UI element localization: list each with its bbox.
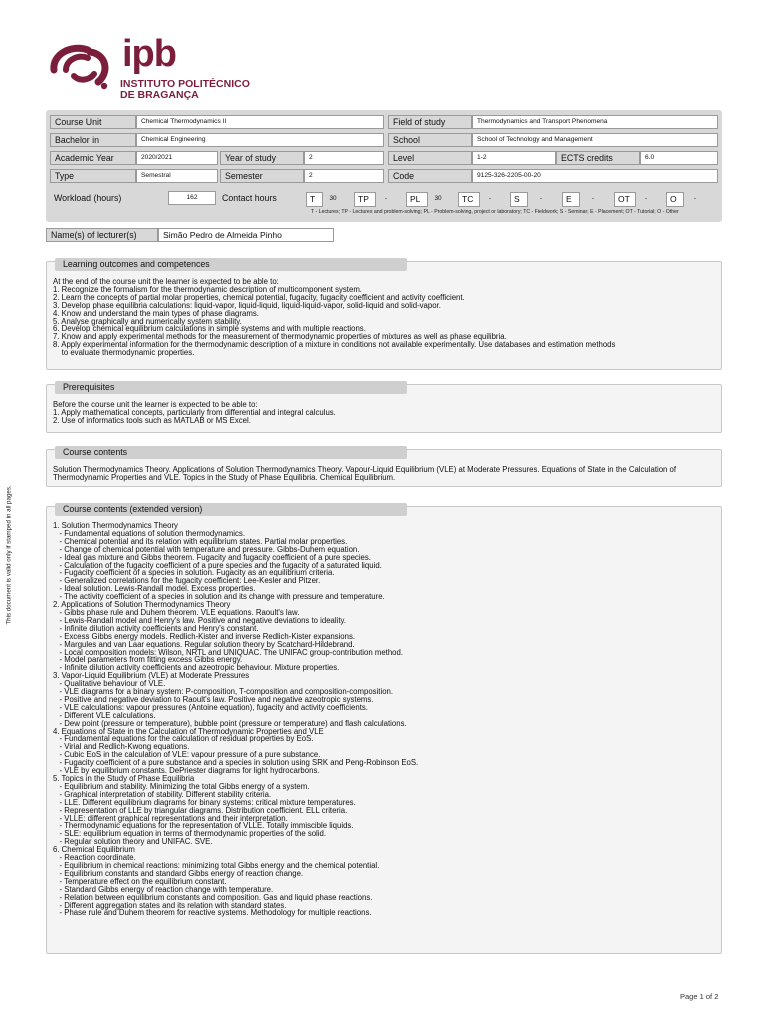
contact-key-e: E xyxy=(562,192,580,207)
contact-value-pl: 30 xyxy=(434,195,442,202)
year-of-study-value: 2 xyxy=(304,151,384,165)
contact-value-t: 30 xyxy=(329,195,337,202)
extended-line: - Margules and van Laar equations. Regular solution theory by Scatchard-Hildebrand. xyxy=(53,639,355,649)
contact-value-s: - xyxy=(539,195,543,202)
level-label: Level xyxy=(388,151,472,165)
course-info-panel xyxy=(46,110,722,222)
extended-line: - Temperature effect on the equilibrium constant. xyxy=(53,876,227,886)
extended-line: - Model parameters from fitting excess Gibbs energy. xyxy=(53,655,243,665)
field-of-study-label: Field of study xyxy=(388,115,472,129)
contact-value-o: - xyxy=(693,195,697,202)
learning-line: 4. Know and understand the main types of phase diagrams. xyxy=(53,308,259,318)
extended-line: - Different aggregation states and its relation with standard states. xyxy=(53,900,287,910)
learning-line: At the end of the course unit the learner is expected to be able to: xyxy=(53,277,279,286)
semester-value: 2 xyxy=(304,169,384,183)
contact-key-tc: TC xyxy=(458,192,480,207)
learning-line: 5. Analyse graphically and numerically system stability. xyxy=(53,316,242,326)
prerequisite-line: 2. Use of informatics tools such as MATLAB or MS Excel. xyxy=(53,415,251,425)
bachelor-label: Bachelor in xyxy=(50,133,136,147)
extended-line: 6. Chemical Equilibrium xyxy=(53,845,135,855)
type-label: Type xyxy=(50,169,136,183)
lecturer-label: Name(s) of lecturer(s) xyxy=(46,228,158,242)
extended-line: - Generalized correlations for the fugacity coefficient: Lee-Kesler and Pitzer. xyxy=(53,576,321,586)
extended-line: - Regular solution theory and UNIFAC. SVE. xyxy=(53,837,213,847)
contact-key-pl: PL xyxy=(406,192,428,207)
extended-line: - Virial and Redlich-Kwong equations. xyxy=(53,742,190,752)
course-contents-extended-body xyxy=(53,522,715,917)
extended-line: 4. Equations of State in the Calculation of Thermodynamic Properties and VLE xyxy=(53,726,324,736)
learning-line: 8. Apply experimental information for the thermodynamic description of a mixture in conditions not available experimentally. Use databases and estimation methods xyxy=(53,340,616,350)
learning-line: 7. Know and apply experimental methods for the measurement of thermodynamic properties of mixtures as well as phase equilibria. xyxy=(53,332,507,342)
learning-line: 1. Recognize the formalism for the thermodynamic description of multicomponent system. xyxy=(53,284,362,294)
extended-line: - Relation between equilibrium constants and composition. Gas and liquid phase reactions. xyxy=(53,892,373,902)
academic-year-label: Academic Year xyxy=(50,151,136,165)
academic-year-value: 2020/2021 xyxy=(136,151,218,165)
prerequisites-section xyxy=(46,384,722,433)
extended-line: - VLE by equilibrium constants. DePriester diagrams for light hydrocarbons. xyxy=(53,766,320,776)
extended-line: - Equilibrium in chemical reactions: minimizing total Gibbs energy and the chemical potential. xyxy=(53,860,380,870)
logo-emblem-icon xyxy=(44,40,120,96)
extended-line: - The activity coefficient of a species in solution and its change with pressure and temperature. xyxy=(53,592,385,602)
extended-line: - Change of chemical potential with temperature and pressure. Gibbs-Duhem equation. xyxy=(53,544,360,554)
learning-outcomes-section xyxy=(46,261,722,370)
extended-line: 1. Solution Thermodynamics Theory xyxy=(53,521,178,530)
contact-key-t: T xyxy=(306,192,323,207)
workload-value: 162 xyxy=(168,191,216,205)
code-value: 9125-326-2205-00-20 xyxy=(472,169,718,183)
extended-line: - Infinite dilution activity coefficients and Henry's constant. xyxy=(53,623,259,633)
extended-line: - LLE. Different equilibrium diagrams for binary systems: critical mixture temperatures. xyxy=(53,797,356,807)
extended-line: - VLE diagrams for a binary system: P-composition, T-composition and composition-composition. xyxy=(53,687,394,697)
contact-hours-legend: T - Lectures; TP - Lectures and problem-solving; PL - Problem-solving, project or laboratory; TC - Fieldwork; S - Seminar; E - Placement; OT - Tutorial; O - Other xyxy=(311,209,679,215)
extended-line: - Gibbs phase rule and Duhem theorem. VLE equations. Raoult's law. xyxy=(53,607,300,617)
workload-label: Workload (hours) xyxy=(54,193,122,203)
page-number: Page 1 of 2 xyxy=(680,992,719,1001)
extended-line: - Calculation of the fugacity coefficient of a pure species and the fugacity of a saturated liquid. xyxy=(53,560,382,570)
contact-key-o: O xyxy=(666,192,684,207)
extended-line: - Different VLE calculations. xyxy=(53,710,156,720)
contact-value-tc: - xyxy=(488,195,492,202)
type-value: Semestral xyxy=(136,169,218,183)
year-of-study-label: Year of study xyxy=(220,151,304,165)
extended-line: - Fugacity coefficient of a pure substance and a species in solution using SRK and Peng-Robinson EoS. xyxy=(53,758,419,768)
extended-line: - Positive and negative deviation to Raoult's law. Positive and negative azeotropic systems. xyxy=(53,694,374,704)
lecturer-row xyxy=(46,228,722,242)
extended-line: - Equilibrium and stability. Minimizing the total Gibbs energy of a system. xyxy=(53,781,310,791)
extended-line: - Ideal gas mixture and Gibbs theorem. Fugacity and fugacity coefficient of a pure species. xyxy=(53,552,371,562)
learning-line: 3. Develop phase equilibria calculations: liquid-vapor, liquid-liquid, liquid-liquid-vapor, solid-liquid and solid-vapor. xyxy=(53,300,441,310)
extended-line: - Chemical potential and its relation with equilibrium states. Partial molar properties. xyxy=(53,536,348,546)
contact-hours-label: Contact hours xyxy=(222,193,277,203)
course-contents-section xyxy=(46,449,722,487)
extended-line: 5. Topics in the Study of Phase Equilibria xyxy=(53,774,195,783)
prerequisites-heading: Prerequisites xyxy=(55,381,407,394)
contact-value-tp: - xyxy=(384,195,388,202)
course-contents-text: Solution Thermodynamics Theory. Applications of Solution Thermodynamics Theory. Vapour-Liquid Equilibrium (VLE) at Moderate Pressures. Equations of State in the Calculation of Thermodynamic Properties and VLE. Topics in the Study of Phase Equilibria. Chemical Equilibrium. xyxy=(53,465,679,482)
bachelor-value: Chemical Engineering xyxy=(136,133,384,147)
extended-line: - Qualitative behaviour of VLE. xyxy=(53,679,166,689)
extended-line: - Thermodynamic equations for the representation of VLLE. Totally immiscible liquids. xyxy=(53,821,354,831)
contact-key-s: S xyxy=(510,192,528,207)
course-contents-extended-heading: Course contents (extended version) xyxy=(55,503,407,516)
learning-line: 6. Develop chemical equilibrium calculations in simple systems and with multiple reactions. xyxy=(53,324,366,334)
lecturer-name: Simão Pedro de Almeida Pinho xyxy=(158,228,334,242)
validity-side-note-text: This document is valid only if stamped in all pages. xyxy=(5,485,13,625)
extended-line: - Cubic EoS in the calculation of VLE: vapour pressure of a pure substance. xyxy=(53,750,321,760)
contact-value-ot: - xyxy=(644,195,648,202)
extended-line: - Ideal solution. Lewis-Randall model. Excess properties. xyxy=(53,584,256,594)
course-contents-heading: Course contents xyxy=(55,446,407,459)
extended-line: 3. Vapor-Liquid Equilibrium (VLE) at Moderate Pressures xyxy=(53,671,250,681)
ects-value: 6.0 xyxy=(640,151,718,165)
extended-line: - SLE: equilibrium equation in terms of thermodynamic properties of the solid. xyxy=(53,829,327,839)
semester-label: Semester xyxy=(220,169,304,183)
extended-line: - Graphical interpretation of stability. Different stability criteria. xyxy=(53,789,272,799)
contact-key-ot: OT xyxy=(614,192,636,207)
contact-value-e: - xyxy=(591,195,595,202)
extended-line: 2. Applications of Solution Thermodynamics Theory xyxy=(53,600,231,610)
extended-line: - Reaction coordinate. xyxy=(53,853,136,863)
course-contents-extended-section xyxy=(46,506,722,954)
extended-line: - Infinite dilution activity coefficients and azeotropic behaviour. Mixture properties. xyxy=(53,663,340,673)
extended-line: - Phase rule and Duhem theorem for reactive systems. Methodology for multiple reactions. xyxy=(53,908,372,918)
prerequisite-line: 1. Apply mathematical concepts, particularly from differential and integral calculus. xyxy=(53,407,336,417)
learning-line: 2. Learn the concepts of partial molar properties, chemical potential, fugacity, fugacity coefficient and activity coefficient. xyxy=(53,292,465,302)
school-value: School of Technology and Management xyxy=(472,133,718,147)
learning-outcomes-heading: Learning outcomes and competences xyxy=(55,258,407,271)
course-unit-value: Chemical Thermodynamics II xyxy=(136,115,384,129)
prerequisite-line: Before the course unit the learner is expected to be able to: xyxy=(53,400,258,409)
learning-line: to evaluate thermodynamic properties. xyxy=(53,348,195,358)
institution-name-line2: DE BRAGANÇA xyxy=(120,89,199,101)
extended-line: - VLE calculations: vapour pressures (Antoine equation), fugacity and activity coefficients. xyxy=(53,702,368,712)
extended-line: - Lewis-Randall model and Henry's law. Positive and negative deviations to ideality. xyxy=(53,615,347,625)
field-of-study-value: Thermodynamics and Transport Phenomena xyxy=(472,115,718,129)
contact-key-tp: TP xyxy=(354,192,376,207)
ects-label: ECTS credits xyxy=(556,151,640,165)
code-label: Code xyxy=(388,169,472,183)
extended-line: - Fundamental equations for the calculation of residual properties by EoS. xyxy=(53,734,314,744)
validity-side-note xyxy=(4,470,14,640)
extended-line: - Fugacity coefficient of a species in solution. Fugacity as an equilibrium criteria. xyxy=(53,568,335,578)
institution-name-line1: INSTITUTO POLITÉCNICO xyxy=(120,78,250,90)
extended-line: - Representation of LLE by triangular diagrams. Distribution coefficient. ELL criteria. xyxy=(53,805,348,815)
school-label: School xyxy=(388,133,472,147)
extended-line: - Equilibrium constants and standard Gibbs energy of reaction change. xyxy=(53,868,304,878)
extended-line: - VLLE: different graphical representations and their interpretation. xyxy=(53,813,288,823)
extended-line: - Excess Gibbs energy models. Redlich-Kister and inverse Redlich-Kister expansions. xyxy=(53,631,356,641)
level-value: 1-2 xyxy=(472,151,556,165)
extended-line: - Fundamental equations of solution thermodynamics. xyxy=(53,528,245,538)
extended-line: - Standard Gibbs energy of reaction change with temperature. xyxy=(53,884,274,894)
extended-line: - Dew point (pressure or temperature), bubble point (pressure or temperature) and flash calculations. xyxy=(53,718,407,728)
logo-ipb-text: ipb xyxy=(122,33,176,75)
extended-line: - Local composition models: Wilson, NRTL and UNIQUAC. The UNIFAC group-contribution method. xyxy=(53,647,403,657)
prerequisites-body xyxy=(53,401,715,425)
institution-logo xyxy=(44,33,284,101)
learning-outcomes-body xyxy=(53,278,715,357)
course-unit-label: Course Unit xyxy=(50,115,136,129)
